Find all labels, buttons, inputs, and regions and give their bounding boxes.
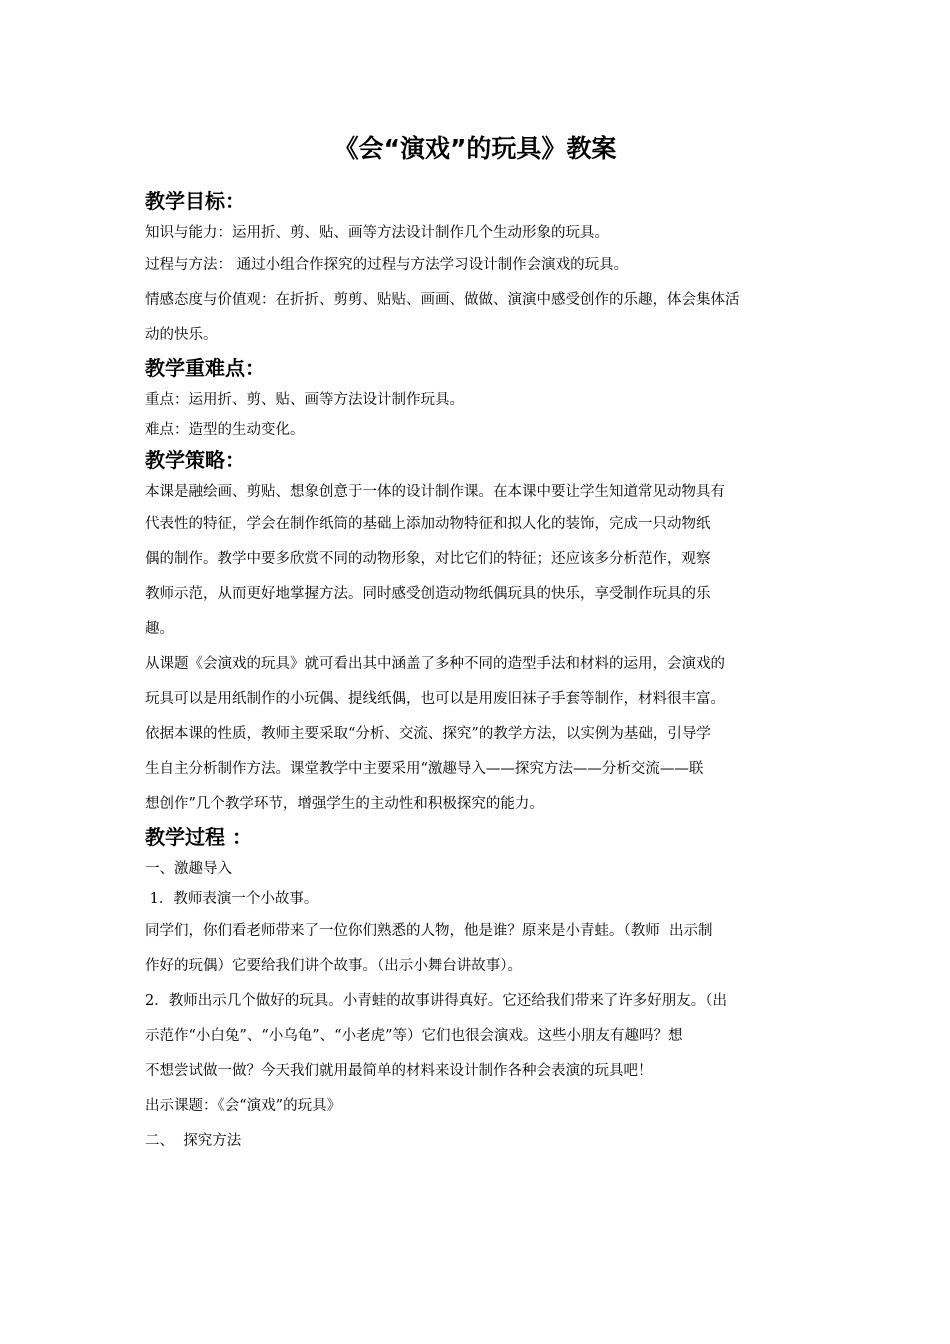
process-line: 二、 探究方法 [145,1133,242,1149]
strategy-line: 想创作”几个教学环节，增强学生的主动性和积极探究的能力。 [145,796,544,812]
document-body [145,186,810,1159]
objective-line: 过程与方法： 通过小组合作探究的过程与方法学习设计制作会演戏的玩具。 [145,257,629,273]
page-title: 《会“演戏”的玩具》教案 [333,134,617,163]
process-line: 示范作“小白兔”、“小乌龟”、“小老虎”等）它们也很会演戏。这些小朋友有趣吗？想 [145,1028,683,1044]
objective-line: 动的快乐。 [145,327,218,343]
strategy-line: 生自主分析制作方法。课堂教学中主要采用“激趣导入——探究方法——分析交流——联 [145,761,704,777]
strategy-line: 本课是融绘画、剪贴、想象创意于一体的设计制作课。在本课中要让学生知道常见动物具有 [145,484,725,500]
process-line: 1．教师表演一个小故事。 [145,891,319,907]
strategy-line: 偶的制作。教学中要多欣赏不同的动物形象，对比它们的特征；还应该多分析范作，观察 [145,551,711,567]
strategy-line: 趣。 [145,621,174,637]
section-heading-objectives: 教学目标： [145,189,245,213]
strategy-line: 教师示范，从而更好地掌握方法。同时感受创造动物纸偶玩具的快乐，享受制作玩具的乐 [145,586,711,602]
section-heading-key-points: 教学重难点： [145,356,265,380]
key-point-line: 重点：运用折、剪、贴、画等方法设计制作玩具。 [145,392,464,408]
section-heading-process: 教学过程 ： [145,825,252,849]
process-line: 一、激趣导入 [145,861,232,877]
strategy-line: 依据本课的性质，教师主要采取“分析、交流、探究”的教学方法，以实例为基础，引导学 [145,726,711,742]
process-line: 不想尝试做一做？今天我们就用最简单的材料来设计制作各种会表演的玩具吧！ [145,1063,653,1079]
strategy-line: 从课题《会演戏的玩具》就可看出其中涵盖了多种不同的造型手法和材料的运用，会演戏的 [145,656,725,672]
process-line: 作好的玩偶）它要给我们讲个故事。（出示小舞台讲故事）。 [145,958,522,974]
objective-line: 知识与能力：运用折、剪、贴、画等方法设计制作几个生动形象的玩具。 [145,225,609,241]
strategy-line: 玩具可以是用纸制作的小玩偶、提线纸偶，也可以是用废旧袜子手套等制作，材料很丰富。 [145,691,725,707]
process-line: 同学们，你们看老师带来了一位你们熟悉的人物，他是谁？原来是小青蛙。（教师 出示制 [145,923,713,939]
key-point-line: 难点：造型的生动变化。 [145,422,305,438]
objective-line: 情感态度与价值观：在折折、剪剪、贴贴、画画、做做、演演中感受创作的乐趣，体会集体活 [145,292,740,308]
section-heading-strategy: 教学策略： [145,448,245,472]
process-line: 出示课题：《会“演戏”的玩具》 [145,1098,342,1114]
process-line: 2．教师出示几个做好的玩具。小青蛙的故事讲得真好。它还给我们带来了许多好朋友。（出 [145,993,727,1009]
strategy-line: 代表性的特征，学会在制作纸筒的基础上添加动物特征和拟人化的装饰，完成一只动物纸 [145,516,711,532]
